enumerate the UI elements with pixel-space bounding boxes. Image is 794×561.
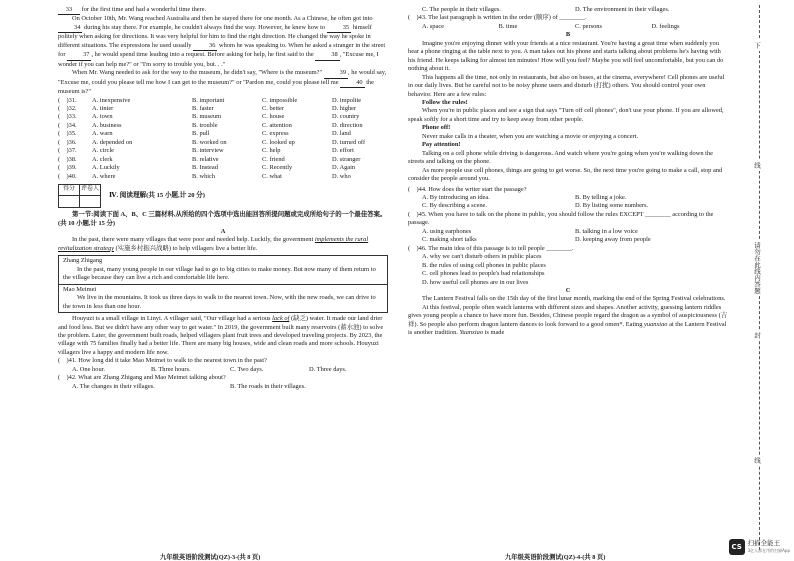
option[interactable]: D. keeping away from people bbox=[575, 236, 651, 244]
score-cell[interactable] bbox=[59, 196, 80, 208]
option[interactable]: D. who bbox=[332, 172, 351, 180]
passage-b-p3: When you're in public places and see a sign that says "Turn off cell phones", don't use your phone. If you are allowed, speak softly for a short time and try to keep away from other people. bbox=[408, 107, 724, 123]
option[interactable]: D. stranger bbox=[332, 155, 361, 163]
option[interactable]: A. The changes in their villages. bbox=[72, 382, 155, 390]
text: lack of bbox=[272, 315, 290, 323]
option[interactable]: D. feelings bbox=[651, 22, 680, 30]
option[interactable]: D. land bbox=[332, 130, 351, 138]
option[interactable]: B. By telling a joke. bbox=[575, 193, 627, 201]
q46-options bbox=[408, 253, 728, 287]
question-44: ( )44. How does the writer start the passage? bbox=[408, 185, 527, 193]
score-header: 得分 bbox=[59, 185, 80, 196]
text: , he would say, "Excuse me, could you please tell me how I can get to the museum?" or "Pardon me, could you please tell me bbox=[58, 69, 387, 86]
rule-heading: Phone off! bbox=[422, 124, 451, 132]
passage-c-p1: The Lantern Festival falls on the 15th day of the first lunar month, marking the end of the Spring Festival celebrations. bbox=[422, 295, 726, 303]
option[interactable]: A. where bbox=[92, 172, 116, 180]
option[interactable]: B. interview bbox=[192, 147, 224, 155]
option-row bbox=[58, 130, 388, 138]
passage-b-p5: Talking on a cell phone while driving is dangerous. And watch where you're going when you're walking down the streets and talking on the phone. bbox=[408, 149, 713, 166]
option[interactable]: A. Luckily bbox=[92, 164, 120, 172]
speaker-quote: In the past, many young people in our village had to go to big cities to make money. But now many of them return to the village because they can live a rich and comfortable life here. bbox=[63, 265, 376, 282]
scanner-logo-icon: CS bbox=[729, 539, 745, 555]
speaker-name: Mao Meimei bbox=[63, 285, 97, 293]
option[interactable]: A. tinier bbox=[92, 104, 114, 112]
score-table bbox=[58, 184, 101, 208]
page-footer: 九年级英语阶段测试(QZ)-3-(共 8 页) bbox=[160, 554, 261, 561]
blank-36: 36 bbox=[193, 42, 217, 51]
option[interactable]: A. business bbox=[92, 121, 122, 129]
option[interactable]: A. warn bbox=[92, 130, 113, 138]
passage-b-label: B bbox=[565, 31, 571, 39]
option-row bbox=[58, 156, 388, 164]
option[interactable]: C. looked up bbox=[262, 138, 295, 146]
option-row bbox=[58, 147, 388, 155]
passage-c-label: C bbox=[565, 286, 571, 294]
grader-header: 评卷人 bbox=[80, 185, 101, 196]
blank-35: 35 bbox=[327, 24, 351, 33]
question-number: ( )34. bbox=[58, 121, 77, 129]
q45-options bbox=[408, 228, 728, 245]
option[interactable]: A. inexpensive bbox=[92, 96, 131, 104]
passage-b-p1: Imagine you're enjoying dinner with your friends at a nice restaurant. You're having a great time when suddenly you hear a phone ringing at the table next to you. A man takes out his phone and starts talking about problems he's having with his friend. He keeps talking for almost ten minutes! How will you feel? Maybe you will feel uncomfortable, but you can do nothing about it. bbox=[408, 39, 724, 73]
option[interactable]: A. space bbox=[422, 22, 445, 30]
option[interactable]: D. impolite bbox=[332, 96, 362, 104]
option-row bbox=[58, 139, 388, 147]
speaker-quote: We live in the mountains. It took us three days to walk to the nearest town. Now, with the new roads, we can drive to the town in less than one hour. bbox=[63, 294, 376, 310]
option[interactable]: A. clerk bbox=[92, 155, 113, 163]
question-number: ( )33. bbox=[58, 113, 77, 121]
text: , he would spend time leading into a request. Before asking for help, he first said to the bbox=[91, 51, 316, 59]
binding-margin bbox=[740, 0, 780, 561]
passage-a-label: A bbox=[220, 227, 226, 235]
option[interactable]: B. Instead bbox=[192, 164, 218, 172]
option[interactable]: C. cell phones lead to people's bad relationships bbox=[422, 270, 545, 278]
question-number: ( )35. bbox=[58, 130, 77, 138]
question-45: ( )45. When you have to talk on the phone in public, you should follow the rules EXCEPT ________ according to the passage. bbox=[408, 210, 714, 227]
text: implements the rural revitalization strategy bbox=[58, 236, 369, 252]
option[interactable]: B. trouble bbox=[192, 121, 218, 129]
option[interactable]: D. effort bbox=[332, 147, 354, 155]
question-number: ( )32. bbox=[58, 104, 77, 112]
option[interactable]: D. The environment in their villages. bbox=[575, 6, 670, 13]
rule-heading: Follow the rules! bbox=[422, 98, 468, 106]
question-number: ( )39. bbox=[58, 164, 77, 172]
q43-options bbox=[408, 23, 728, 31]
rule-heading: Pay attention! bbox=[422, 141, 461, 149]
text: is made bbox=[483, 329, 505, 337]
option-row bbox=[58, 97, 388, 105]
option[interactable]: D. country bbox=[332, 113, 360, 121]
option-row bbox=[58, 113, 388, 121]
option[interactable]: A. depended on bbox=[92, 138, 133, 146]
question-number: ( )40. bbox=[58, 172, 77, 180]
option[interactable]: D. higher bbox=[332, 104, 357, 112]
question-43: ( )43. The last paragraph is written in the order (顺序) of ________. bbox=[408, 14, 587, 22]
option-row bbox=[58, 173, 388, 181]
option[interactable]: B. talking in a low voice bbox=[575, 227, 638, 235]
option[interactable]: C. help bbox=[262, 147, 281, 155]
spine-warning: 请勿在此线内答题 bbox=[753, 242, 760, 294]
passage-b-p6: As more people use cell phones, things are going to get worse. So, the next time you're going to make a call, stop and consider the people around you. bbox=[408, 166, 723, 183]
question-number: ( )31. bbox=[58, 96, 77, 104]
watermark-name: 扫描全能王 bbox=[747, 539, 781, 548]
quote-box bbox=[58, 255, 388, 313]
option[interactable]: A. town bbox=[92, 113, 113, 121]
option[interactable]: B. Three hours. bbox=[151, 365, 191, 373]
blank-33: 33 bbox=[58, 6, 80, 15]
right-column bbox=[408, 6, 728, 338]
option[interactable]: C. attention bbox=[262, 121, 292, 129]
spine-label: 封 bbox=[753, 332, 760, 339]
option[interactable]: A. One hour. bbox=[72, 365, 106, 373]
option[interactable]: C. what bbox=[262, 172, 282, 180]
option[interactable]: A. using earphones bbox=[422, 227, 472, 235]
option[interactable]: C. The people in their villages. bbox=[422, 6, 501, 13]
option[interactable]: B. which bbox=[192, 172, 216, 180]
q44-options bbox=[408, 194, 728, 211]
cloze-paragraph-2 bbox=[58, 15, 388, 69]
text: When Mr. Wang needed to ask for the way to the museum, he didn't say, "Where is the museum?" bbox=[72, 69, 324, 77]
text: during his stay there. For example, he couldn't always find the way. However, he knew how to bbox=[82, 23, 327, 31]
text: Houyuzi is a small village in Linyi. A villager said, "Our village had a serious bbox=[72, 315, 273, 323]
text: (实施乡村振兴战略) to help villagers live a better life. bbox=[114, 244, 258, 252]
left-column bbox=[58, 6, 388, 391]
option[interactable]: C. making short talks bbox=[422, 236, 477, 244]
grader-cell[interactable] bbox=[80, 196, 101, 208]
option[interactable]: B. time bbox=[498, 22, 518, 30]
option[interactable]: C. express bbox=[262, 130, 289, 138]
option[interactable]: B. relative bbox=[192, 155, 219, 163]
text: yuanxiao bbox=[644, 320, 668, 328]
option[interactable]: B. faster bbox=[192, 104, 214, 112]
speaker-name: Zhang Zhigang bbox=[63, 257, 103, 265]
option[interactable]: C. better bbox=[262, 104, 285, 112]
option-row bbox=[58, 105, 388, 113]
text: , "Excuse me, I wonder if you can help me?" or "I'm sorry to trouble you, but. . ." bbox=[58, 51, 379, 68]
option[interactable]: A. why we can't disturb others in public places bbox=[422, 253, 542, 261]
divider bbox=[59, 284, 387, 285]
q41-options bbox=[58, 366, 388, 374]
text: the museum is?" bbox=[58, 78, 374, 96]
option[interactable]: D. Again bbox=[332, 164, 356, 172]
option[interactable]: C. house bbox=[262, 113, 285, 121]
passage-b-p2: This happens all the time, not only in restaurants, but also on buses, at the cinema, everywhere! Cell phones are useful in our daily lives. But be careful not to be noisy phone users and disturb (打扰) others. You should control your own behavior. Here are a few rules: bbox=[408, 73, 725, 98]
option[interactable]: D. how useful cell phones are in our lives bbox=[422, 278, 529, 286]
question-number: ( )36. bbox=[58, 138, 77, 146]
option[interactable]: B. the rules of using cell phones in public places bbox=[422, 261, 546, 269]
score-box bbox=[58, 184, 388, 208]
part-instructions: 第一节:阅读下面 A、B、C 三篇材料,从所给的四个选项中选出能回答所提问题或完成所给句子的一个最佳答案。(共 10 小题,计 15 分) bbox=[58, 211, 387, 227]
option[interactable]: C. persons bbox=[575, 22, 602, 30]
watermark-sub: 3亿人都在用的扫描App bbox=[747, 547, 790, 553]
question-41: ( )41. How long did it take Mao Meimei to walk to the nearest town in the past? bbox=[58, 357, 267, 365]
text: whom he was speaking to. When he asked a stranger in the street for bbox=[58, 41, 386, 59]
question-42: ( )42. What are Zhang Zhigang and Mao Meimei talking about? bbox=[58, 374, 226, 382]
passage-a-intro bbox=[58, 236, 388, 253]
blank-34: 34 bbox=[58, 24, 82, 33]
passage-a-body bbox=[58, 315, 388, 357]
text: At this festival, people often watch lanterns with different sizes and shapes. Another activity, guessing lantern riddles gives young people a chance to have more fun. Besides, Chinese people regard the dragon as a symbol of auspiciousness (吉祥). So people also perform dragon lantern dances to look forward to a good omen*. Eating bbox=[408, 303, 728, 328]
option[interactable]: B. worked on bbox=[192, 138, 227, 146]
text: at the Lantern Festival is another tradition. bbox=[408, 320, 727, 337]
blank-40: 40 bbox=[340, 79, 364, 88]
passage-b-p4: Never make calls in a theater, when you are watching a movie or enjoying a concert. bbox=[422, 132, 639, 140]
question-46: ( )46. The main idea of this passage is to tell people ________. bbox=[408, 244, 574, 252]
option[interactable]: D. turned off bbox=[332, 138, 366, 146]
cloze-options bbox=[58, 97, 388, 182]
text: On October 10th, Mr. Wang reached Australia and then he stayed there for one month. As a Chinese, he often got into bbox=[72, 15, 373, 23]
option[interactable]: D. By listing some numbers. bbox=[575, 202, 649, 210]
spine-label: 下 bbox=[753, 42, 760, 49]
question-number: ( )37. bbox=[58, 147, 77, 155]
option[interactable]: B. pull bbox=[192, 130, 210, 138]
text: (缺乏) water. It made our land drier and food less. But we didn't have any other way to get water." In 2019, the government built many reservoirs (蓄水池) to solve the problem. Later, the government built roads, helped villagers plant fruit trees and developed traveling projects. By 2023, the village with 75 families finally had a better life. There are many big houses, wide and clean roads and more schools. Houyuzi villagers live a happy and modern life now. bbox=[58, 315, 384, 356]
option-row bbox=[58, 122, 388, 130]
text: Yuanxiao bbox=[459, 329, 484, 337]
page-footer: 九年级英语阶段测试(QZ)-4-(共 8 页) bbox=[505, 554, 606, 561]
scanner-watermark bbox=[729, 539, 790, 555]
option[interactable]: C. impossible bbox=[262, 96, 298, 104]
option[interactable]: C. By describing a scene. bbox=[422, 202, 487, 210]
cloze-text: for the first time and had a wonderful time there. bbox=[80, 6, 207, 13]
passage-c-p2 bbox=[408, 304, 728, 338]
blank-37: 37 bbox=[67, 51, 91, 60]
cloze-paragraph-3 bbox=[58, 69, 388, 96]
text: himself politely when asking for directions. It was very helpful for him to find the right direction. He changed the way he spoke in different situations. The expressions he used usually bbox=[58, 23, 372, 49]
option[interactable]: C. friend bbox=[262, 155, 285, 163]
option[interactable]: B. The roads in their villages. bbox=[230, 382, 306, 390]
q42-options bbox=[58, 383, 388, 391]
question-number: ( )38. bbox=[58, 155, 77, 163]
spine-label: 线 bbox=[753, 457, 760, 464]
option[interactable]: A. By introducing an idea. bbox=[422, 193, 490, 201]
option[interactable]: D. direction bbox=[332, 121, 363, 129]
option[interactable]: B. museum bbox=[192, 113, 222, 121]
option[interactable]: A. circle bbox=[92, 147, 114, 155]
blank-39: 39 bbox=[324, 69, 348, 78]
section-heading: Ⅳ. 阅读理解(共 15 小题,计 20 分) bbox=[109, 191, 205, 199]
option[interactable]: D. Three days. bbox=[309, 365, 347, 373]
spine-label: 线 bbox=[753, 162, 760, 169]
cloze-line-33 bbox=[58, 6, 388, 15]
option[interactable]: C. Two days. bbox=[230, 365, 264, 373]
option[interactable]: B. important bbox=[192, 96, 225, 104]
option-row bbox=[58, 164, 388, 172]
option[interactable]: C. Recently bbox=[262, 164, 293, 172]
text: In the past, there were many villages that were poor and needed help. Luckily, the government bbox=[72, 236, 315, 244]
blank-38: 38 bbox=[315, 51, 339, 60]
